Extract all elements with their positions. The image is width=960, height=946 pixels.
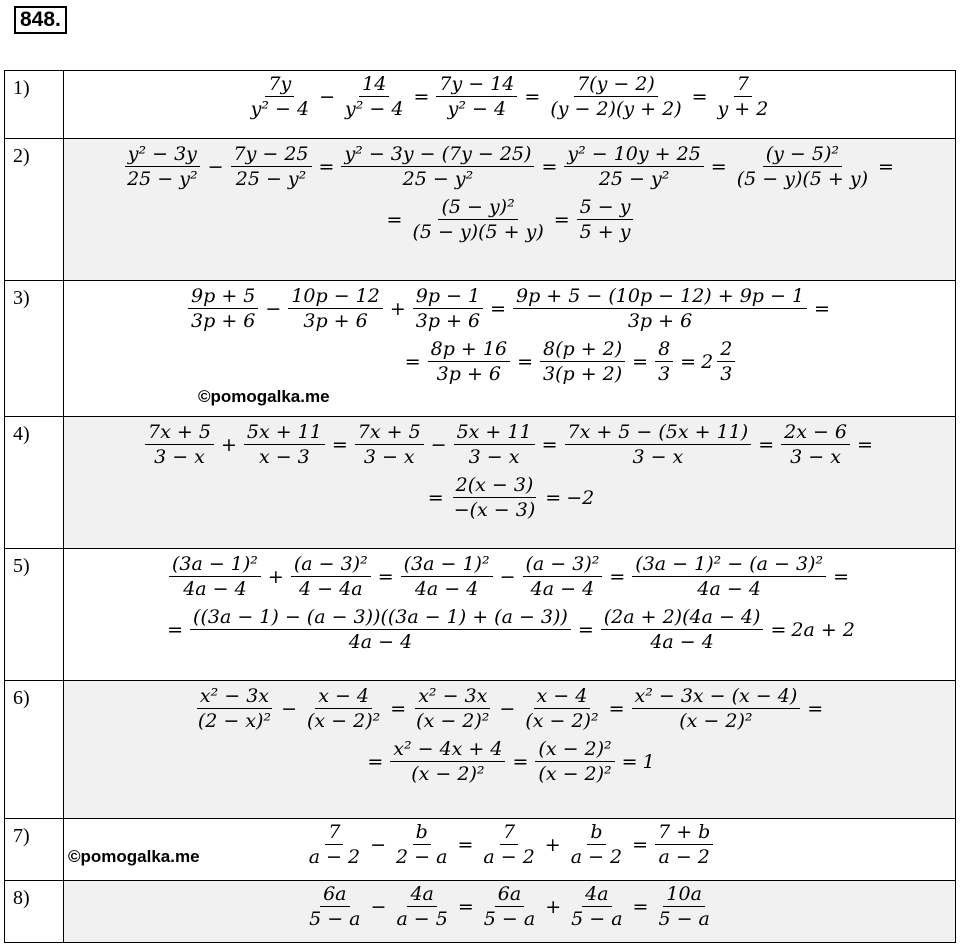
equation-line <box>64 549 955 600</box>
operator: = <box>524 85 541 108</box>
numerator: 5 − y <box>577 196 634 220</box>
operator: = <box>377 565 394 588</box>
numerator: 9p + 5 − (10p − 12) + 9p − 1 <box>513 285 807 309</box>
denominator: 4a − 4 <box>697 578 761 600</box>
operator: + <box>389 297 406 320</box>
operator: = <box>541 433 558 456</box>
fraction <box>523 553 603 600</box>
row-content <box>64 71 956 139</box>
denominator: y + 2 <box>717 98 769 120</box>
denominator: 5 − a <box>483 908 536 930</box>
row-number: 1) <box>5 71 64 139</box>
row-content <box>64 681 956 819</box>
denominator: y² − 4 <box>447 98 507 120</box>
numerator: 4a <box>407 883 436 907</box>
denominator: a − 2 <box>570 846 623 868</box>
table-row <box>5 681 956 819</box>
denominator: 3 − x <box>468 446 520 468</box>
numerator: 2x − 6 <box>781 421 850 445</box>
operator: − <box>370 895 387 918</box>
equation-line <box>64 681 955 732</box>
fraction <box>413 685 492 732</box>
fraction <box>244 421 325 468</box>
operator: = <box>807 697 824 720</box>
table-row <box>5 139 956 281</box>
row-content <box>64 881 956 943</box>
operator: = <box>490 297 507 320</box>
fraction <box>565 421 752 468</box>
watermark: ©pomogalka.me <box>68 847 200 866</box>
fraction <box>428 338 510 385</box>
denominator: 3p + 6 <box>415 310 481 332</box>
row-number: 3) <box>5 281 64 417</box>
numerator: x − 4 <box>534 685 591 709</box>
table-row <box>5 881 956 943</box>
fraction <box>717 338 735 385</box>
denominator: (x − 2)² <box>679 710 753 732</box>
fraction <box>547 73 684 120</box>
numerator: x² − 3x <box>197 685 272 709</box>
equation-line <box>64 417 955 468</box>
numerator: y² − 3y − (7y − 25) <box>341 143 534 167</box>
denominator: 4a − 4 <box>348 631 413 653</box>
fraction <box>513 285 807 332</box>
operator: = <box>386 208 403 231</box>
fraction <box>409 196 546 243</box>
numerator: (a − 3)² <box>291 553 371 577</box>
operator: = <box>318 155 335 178</box>
operator: = <box>770 618 787 641</box>
fraction <box>306 821 363 868</box>
denominator: 5 + y <box>579 221 631 243</box>
fraction <box>231 143 312 190</box>
numerator: (y − 5)² <box>763 143 842 167</box>
denominator: (y − 2)(y + 2) <box>550 98 682 120</box>
operator: = <box>833 565 850 588</box>
denominator: 4a − 4 <box>650 631 714 653</box>
fraction <box>480 821 537 868</box>
denominator: 4a − 4 <box>530 578 595 600</box>
denominator: a − 2 <box>483 846 535 868</box>
numerator: 7x + 5 <box>145 421 214 445</box>
row-content <box>64 139 956 281</box>
fraction <box>568 821 625 868</box>
operator: − <box>430 433 447 456</box>
denominator: 3 − x <box>790 446 841 468</box>
fraction <box>342 73 406 120</box>
fraction <box>451 474 539 521</box>
operator: = <box>390 697 407 720</box>
fraction <box>715 73 772 120</box>
operator: = <box>577 618 594 641</box>
row-number: 6) <box>5 681 64 819</box>
operator: − <box>370 833 387 856</box>
numerator: y² − 3y <box>125 143 200 167</box>
numerator: ((3a − 1) − (a − 3))((3a − 1) + (a − 3)) <box>190 606 571 630</box>
numerator: 7 <box>734 73 752 97</box>
numerator: 6a <box>320 883 349 907</box>
row-number: 7) <box>5 819 64 881</box>
numerator: b <box>587 821 605 845</box>
operator: − <box>281 697 297 720</box>
operator: = <box>632 350 649 373</box>
numerator: 8 <box>655 338 673 362</box>
fraction <box>288 285 383 332</box>
fraction <box>124 143 201 190</box>
fraction <box>390 738 505 785</box>
numerator: x² − 4x + 4 <box>390 738 505 762</box>
operator: + <box>544 833 561 856</box>
operator: = <box>710 155 727 178</box>
numerator: 5x + 11 <box>454 421 535 445</box>
fraction <box>655 821 713 868</box>
operator: = <box>758 433 775 456</box>
denominator: (5 − y)(5 + y) <box>736 168 869 190</box>
numerator: 7x + 5 − (5x + 11) <box>565 421 752 445</box>
denominator: 3 − x <box>363 446 415 468</box>
operator: = <box>457 895 474 918</box>
equation-line <box>64 332 955 385</box>
equation-line <box>64 600 955 653</box>
operator: + <box>545 895 562 918</box>
operator: + <box>220 433 237 456</box>
fraction <box>248 73 312 120</box>
denominator: 3 − x <box>632 446 684 468</box>
operator: = <box>814 297 830 320</box>
denominator: 3p + 6 <box>303 310 368 332</box>
operator: = <box>680 350 697 373</box>
table-row <box>5 819 956 881</box>
operator: = <box>367 750 384 773</box>
row-content <box>64 281 956 417</box>
operator: = <box>621 750 638 773</box>
denominator: 3p + 6 <box>191 310 256 332</box>
operator: = <box>632 895 649 918</box>
operator: = <box>404 350 421 373</box>
fraction <box>195 685 274 732</box>
operator: − <box>319 85 336 108</box>
fraction <box>734 143 871 190</box>
fraction <box>454 421 535 468</box>
denominator: 5 − a <box>658 908 710 930</box>
numerator: 9p − 1 <box>413 285 483 309</box>
equation-line <box>64 190 955 243</box>
numerator: x − 4 <box>315 685 372 709</box>
numerator: 10p − 12 <box>288 285 383 309</box>
denominator: a − 5 <box>396 908 448 930</box>
operator: = <box>553 208 570 231</box>
numerator: 14 <box>359 73 389 97</box>
row-number: 5) <box>5 549 64 681</box>
row-content <box>64 417 956 549</box>
numerator: 9p + 5 <box>188 285 258 309</box>
table-row <box>5 549 956 681</box>
denominator: a − 2 <box>658 846 710 868</box>
fraction <box>413 285 483 332</box>
denominator: a − 2 <box>308 846 361 868</box>
numerator: 7 <box>325 821 343 845</box>
operator: = <box>691 85 708 108</box>
table-row <box>5 71 956 139</box>
denominator: (x − 2)² <box>306 710 381 732</box>
numerator: (2a + 2)(4a − 4) <box>601 606 764 630</box>
denominator: 3(p + 2) <box>542 363 623 385</box>
numerator: (3a − 1)² <box>169 553 261 577</box>
numerator: (5 − y)² <box>438 196 517 220</box>
operator: = <box>609 565 626 588</box>
watermark: ©pomogalka.me <box>198 387 330 406</box>
result-value: −2 <box>566 486 595 509</box>
solution-table <box>4 70 956 943</box>
operator: = <box>608 697 625 720</box>
operator: = <box>857 433 873 456</box>
equation-line <box>64 139 955 190</box>
numerator: 8p + 16 <box>428 338 510 362</box>
fraction <box>436 73 517 120</box>
numerator: 4a <box>582 883 611 907</box>
fraction <box>291 553 371 600</box>
equation-line <box>64 281 955 332</box>
numerator: 7y <box>265 73 294 97</box>
row-content <box>64 819 956 881</box>
numerator: (a − 3)² <box>523 553 603 577</box>
fraction <box>655 338 673 385</box>
task-number: 848. <box>14 6 67 34</box>
operator: = <box>167 618 184 641</box>
operator: = <box>413 85 430 108</box>
operator: = <box>545 486 562 509</box>
denominator: 3p + 6 <box>627 310 693 332</box>
denominator: 25 − y² <box>402 168 474 190</box>
denominator: 5 − a <box>309 908 361 930</box>
denominator: y² − 4 <box>345 98 404 120</box>
numerator: 6a <box>495 883 524 907</box>
row-number: 8) <box>5 881 64 943</box>
operator: = <box>632 833 649 856</box>
denominator: −(x − 3) <box>453 499 536 521</box>
fraction <box>601 606 764 653</box>
denominator: (x − 2)² <box>538 763 612 785</box>
numerator: 2 <box>717 338 735 362</box>
fraction <box>393 883 450 930</box>
numerator: 10a <box>663 883 705 907</box>
equation-line <box>64 732 955 785</box>
operator: = <box>512 750 529 773</box>
fraction <box>341 143 534 190</box>
numerator: (3a − 1)² <box>401 553 493 577</box>
fraction <box>481 883 538 930</box>
denominator: 25 − y² <box>127 168 198 190</box>
table-row <box>5 281 956 417</box>
denominator: 25 − y² <box>598 168 670 190</box>
numerator: 5x + 11 <box>244 421 325 445</box>
denominator: (5 − y)(5 + y) <box>412 221 544 243</box>
numerator: 7y − 25 <box>231 143 312 167</box>
result-value: 2 <box>701 350 714 373</box>
result-value: 1 <box>642 750 655 773</box>
fraction <box>781 421 850 468</box>
fraction <box>393 821 450 868</box>
denominator: 4a − 4 <box>183 578 247 600</box>
operator: − <box>499 697 516 720</box>
equation-line <box>64 468 955 521</box>
fraction <box>355 421 424 468</box>
denominator: 25 − y² <box>235 168 307 190</box>
fraction <box>535 738 614 785</box>
operator: − <box>207 155 224 178</box>
numerator: 7 <box>500 821 518 845</box>
fraction <box>190 606 571 653</box>
operator: = <box>541 155 558 178</box>
fraction <box>306 883 363 930</box>
fraction <box>145 421 214 468</box>
fraction <box>540 338 625 385</box>
denominator: (x − 2)² <box>411 763 485 785</box>
fraction <box>169 553 261 600</box>
numerator: (x − 2)² <box>535 738 614 762</box>
fraction <box>564 143 703 190</box>
denominator: (2 − x)² <box>197 710 272 732</box>
equation-line <box>64 881 955 930</box>
numerator: 7y − 14 <box>436 73 517 97</box>
denominator: 3p + 6 <box>436 363 502 385</box>
denominator: 2 − a <box>396 846 448 868</box>
numerator: 8(p + 2) <box>540 338 625 362</box>
operator: − <box>265 297 282 320</box>
row-number: 4) <box>5 417 64 549</box>
fraction <box>577 196 634 243</box>
row-number: 2) <box>5 139 64 281</box>
denominator: x − 3 <box>258 446 310 468</box>
fraction <box>632 685 801 732</box>
operator: = <box>457 833 474 856</box>
denominator: 3 <box>720 363 733 385</box>
denominator: (x − 2)² <box>416 710 490 732</box>
fraction <box>568 883 625 930</box>
fraction <box>304 685 383 732</box>
numerator: x² − 3x <box>415 685 490 709</box>
operator: = <box>427 486 444 509</box>
denominator: (x − 2)² <box>525 710 599 732</box>
denominator: 4 − 4a <box>299 578 363 600</box>
fraction <box>401 553 493 600</box>
denominator: 4a − 4 <box>414 578 479 600</box>
numerator: b <box>413 821 431 845</box>
numerator: y² − 10y + 25 <box>564 143 703 167</box>
numerator: x² − 3x − (x − 4) <box>632 685 801 709</box>
numerator: 7 + b <box>655 821 713 845</box>
denominator: 5 − a <box>571 908 623 930</box>
row-content <box>64 549 956 681</box>
denominator: 3 − x <box>154 446 205 468</box>
operator: − <box>499 565 516 588</box>
fraction <box>655 883 712 930</box>
result-value: 2a + 2 <box>791 618 855 641</box>
equation-line <box>64 71 955 120</box>
numerator: (3a − 1)² − (a − 3)² <box>632 553 826 577</box>
fraction <box>522 685 601 732</box>
denominator: 3 <box>658 363 671 385</box>
numerator: 7(y − 2) <box>574 73 658 97</box>
numerator: 7x + 5 <box>355 421 424 445</box>
denominator: y² − 4 <box>250 98 310 120</box>
fraction <box>632 553 826 600</box>
table-row <box>5 417 956 549</box>
numerator: 2(x − 3) <box>453 474 537 498</box>
fraction <box>188 285 258 332</box>
operator: = <box>878 155 894 178</box>
operator: + <box>267 565 284 588</box>
operator: = <box>331 433 348 456</box>
operator: = <box>517 350 533 373</box>
